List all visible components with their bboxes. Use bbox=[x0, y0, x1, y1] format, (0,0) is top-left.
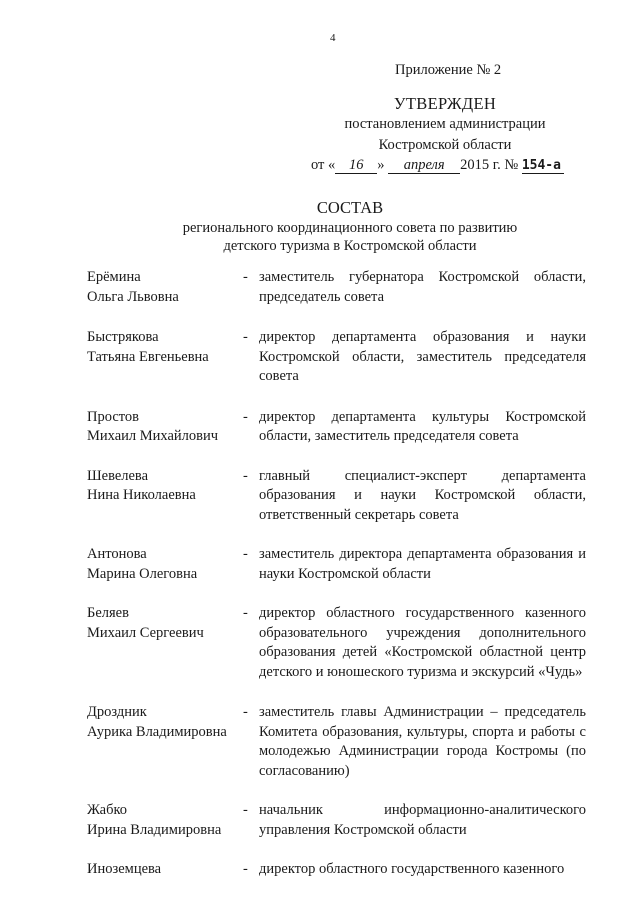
member-dash: - bbox=[243, 467, 248, 484]
member-surname: Иноземцева bbox=[87, 861, 162, 877]
member-dash: - bbox=[243, 329, 248, 345]
heading-line-2: детского туризма в Костромской области bbox=[223, 238, 477, 254]
member-given-name: Ирина Владимировна bbox=[87, 821, 222, 838]
member-given-name: Ольга Львовна bbox=[87, 288, 179, 305]
member-surname: Жабко bbox=[87, 802, 128, 818]
member-given-name: Татьяна Евгеньевна bbox=[87, 348, 209, 365]
member-name bbox=[87, 328, 247, 367]
document-number: 154-а bbox=[522, 158, 564, 174]
member-surname: Дроздник bbox=[87, 704, 147, 720]
member-name bbox=[87, 268, 247, 307]
document-heading bbox=[130, 199, 570, 255]
member-entry bbox=[87, 328, 587, 387]
member-role: заместитель губернатора Костромской области, председатель совета bbox=[259, 269, 586, 305]
heading-line-1: регионального координационного совета по развитию bbox=[182, 220, 518, 236]
member-dash: - bbox=[243, 802, 248, 818]
member-role: директор департамента культуры Костромской области, заместитель председателя совета bbox=[259, 408, 586, 444]
member-dash: - bbox=[243, 269, 248, 285]
member-entry bbox=[87, 860, 587, 880]
member-dash: - bbox=[243, 546, 248, 562]
approval-block bbox=[300, 93, 590, 156]
member-name bbox=[87, 703, 247, 742]
member-entry bbox=[87, 703, 587, 781]
member-list bbox=[87, 268, 587, 880]
member-name bbox=[87, 604, 247, 643]
member-entry bbox=[87, 545, 587, 584]
member-entry bbox=[87, 801, 587, 840]
member-surname: Антонова bbox=[87, 546, 147, 562]
member-surname: Шевелева bbox=[87, 467, 149, 484]
member-surname: Беляев bbox=[87, 605, 129, 621]
date-prefix: от « bbox=[311, 157, 336, 173]
heading-title: СОСТАВ bbox=[316, 198, 384, 217]
approval-date-line bbox=[311, 157, 564, 174]
member-entry bbox=[87, 408, 587, 447]
member-dash: - bbox=[243, 408, 248, 425]
member-role: заместитель главы Администрации – председатель Комитета образования, культуры, спорта и работы с молодежью Администрации города Костромы (по согласованию) bbox=[259, 704, 586, 779]
member-name bbox=[87, 408, 247, 447]
member-role: директор областного государственного казенного образовательного учреждения дополнительного образования детей «Костромской областной центр детского и юношеского туризма и экскурсий «Чудь» bbox=[259, 605, 586, 680]
member-entry bbox=[87, 467, 587, 526]
approval-line-2: Костромской области bbox=[378, 137, 512, 153]
appendix-label: Приложение № 2 bbox=[395, 62, 502, 78]
member-role: директор департамента образования и науки Костромской области, заместитель председателя совета bbox=[259, 329, 586, 384]
member-role: заместитель директора департамента образования и науки Костромской области bbox=[259, 546, 586, 582]
member-given-name: Аурика Владимировна bbox=[87, 723, 227, 740]
date-month: апреля bbox=[388, 158, 460, 174]
member-entry bbox=[87, 268, 587, 307]
member-given-name: Михаил Михайлович bbox=[87, 428, 219, 444]
member-dash: - bbox=[243, 704, 248, 720]
member-surname: Быстрякова bbox=[87, 329, 159, 345]
date-year: 2015 г. № bbox=[460, 157, 519, 173]
member-entry bbox=[87, 604, 587, 682]
member-given-name: Михаил Сергеевич bbox=[87, 624, 204, 641]
date-mid: » bbox=[377, 157, 385, 173]
member-name bbox=[87, 860, 247, 880]
member-role: начальник информационно-аналитического управления Костромской области bbox=[259, 802, 586, 838]
member-surname: Ерёмина bbox=[87, 269, 141, 285]
member-surname: Простов bbox=[87, 408, 140, 425]
member-name bbox=[87, 801, 247, 840]
approval-line-1: постановлением администрации bbox=[344, 116, 546, 132]
member-name bbox=[87, 467, 247, 506]
member-dash: - bbox=[243, 605, 248, 621]
member-dash: - bbox=[243, 861, 248, 877]
member-given-name: Нина Николаевна bbox=[87, 487, 196, 503]
member-role: директор областного государственного казенного bbox=[259, 861, 565, 877]
member-given-name: Марина Олеговна bbox=[87, 565, 198, 582]
page-number: 4 bbox=[330, 32, 336, 44]
member-role: главный специалист-эксперт департамента образования и науки Костромской области, ответственный секретарь совета bbox=[259, 467, 586, 523]
date-day: 16 bbox=[335, 158, 377, 174]
member-name bbox=[87, 545, 247, 584]
approval-title: УТВЕРЖДЕН bbox=[393, 94, 497, 113]
